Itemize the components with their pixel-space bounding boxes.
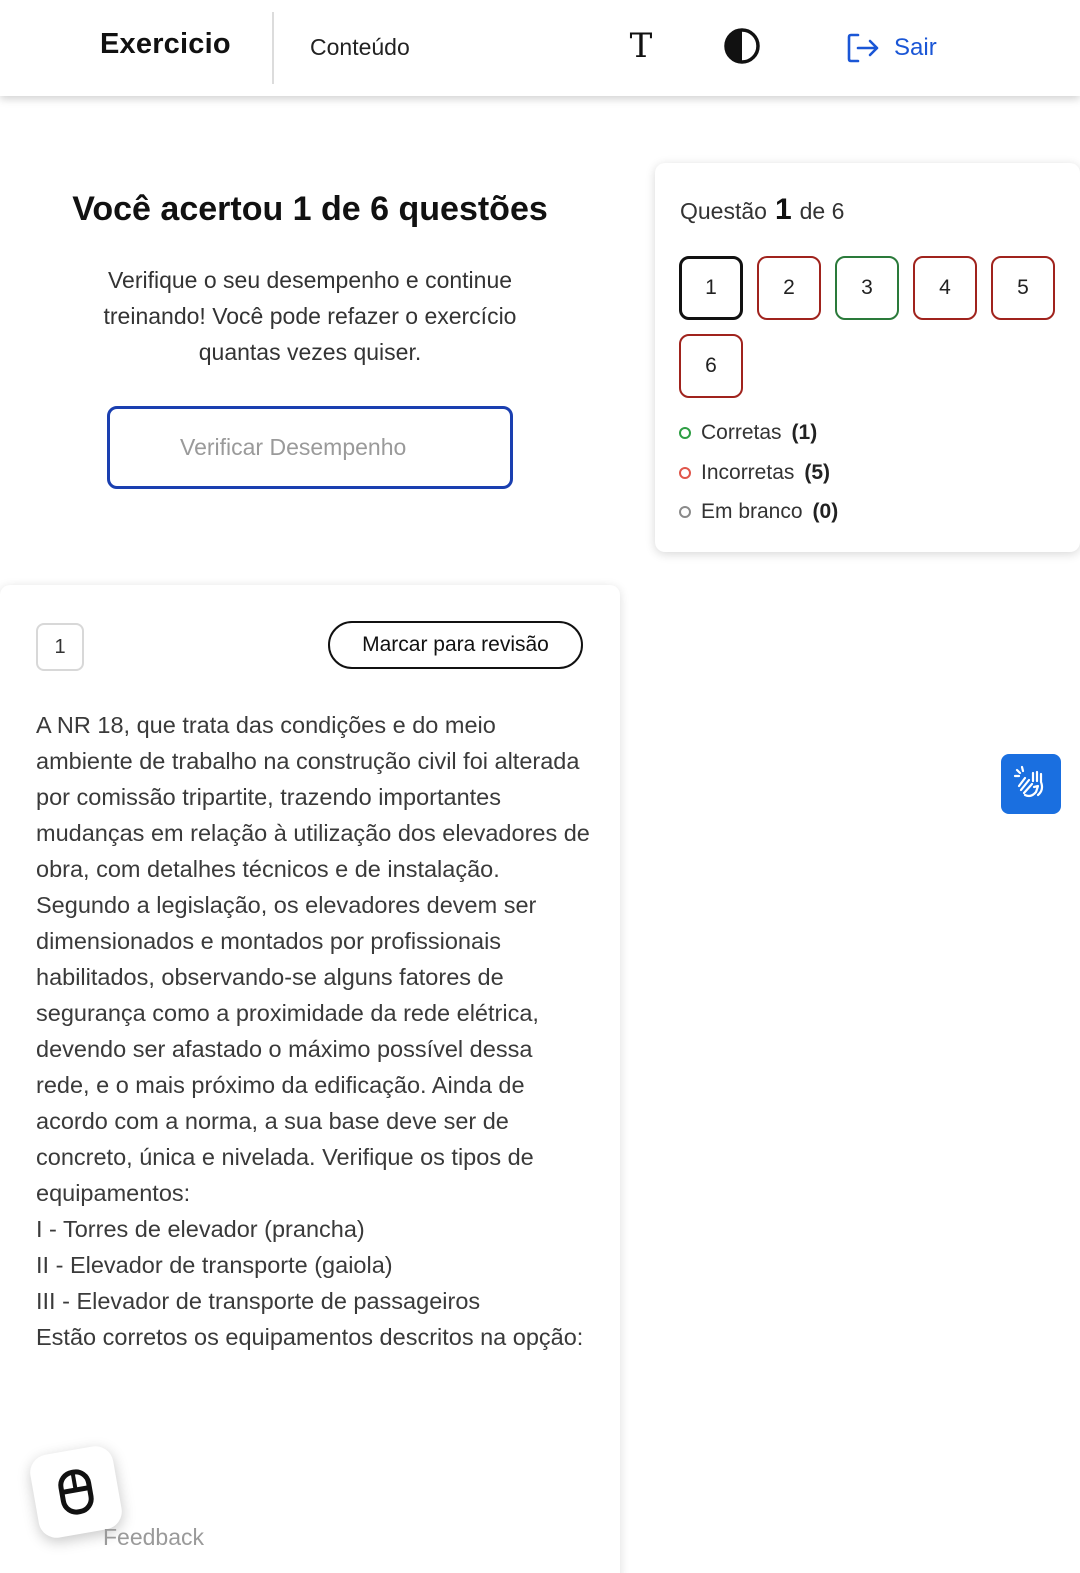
question-number: 1	[36, 623, 84, 671]
correct-dot-icon	[679, 427, 691, 439]
question-box-5[interactable]: 5	[991, 256, 1055, 320]
question-box-3[interactable]: 3	[835, 256, 899, 320]
contrast-icon	[722, 26, 762, 66]
legend-incorrect	[679, 461, 830, 485]
incorrect-dot-icon	[679, 467, 691, 479]
navigator-current: 1	[774, 193, 792, 226]
mouse-icon	[52, 1465, 100, 1519]
legend-correct-count: (1)	[791, 421, 818, 444]
logout-icon	[846, 32, 880, 64]
contrast-button[interactable]	[722, 26, 762, 66]
sign-language-button[interactable]	[1001, 754, 1061, 814]
question-box-1[interactable]: 1	[679, 256, 743, 320]
question-box-6[interactable]: 6	[679, 334, 743, 398]
question-paragraph: A NR 18, que trata das condições e do meio ambiente de trabalho na construção civil foi alterada por comissão tripartite, trazendo importantes mudanças em relação à utilização dos elevadores de obra, com detalhes técnicos e de instalação. Segundo a legislação, os elevadores devem ser dimensionados e montados por profissionais habilitados, observando-se alguns fatores de segurança como a proximidade da rede elétrica, devendo ser afastado o máximo possível dessa rede, e o mais próximo da edificação. Ainda de acordo com a norma, a sua base deve ser de concreto, única e nivelada. Verifique os tipos de equipamentos:	[36, 712, 590, 1206]
question-navigator	[655, 163, 1080, 552]
blank-dot-icon	[679, 506, 691, 518]
feedback-label: Feedback	[103, 1524, 205, 1550]
question-card	[0, 585, 620, 1573]
legend-correct	[679, 421, 817, 445]
result-description: Verifique o seu desempenho e continue treinando! Você pode refazer o exercício quantas vezes quiser.	[103, 267, 517, 365]
result-title: Você acertou 1 de 6 questões	[72, 190, 548, 228]
navigator-suffix: de 6	[799, 198, 845, 224]
app-title: Exercicio	[100, 28, 231, 60]
logout-label: Sair	[894, 34, 937, 61]
mark-for-review-button[interactable]: Marcar para revisão	[328, 621, 583, 669]
legend-correct-label: Corretas	[701, 421, 782, 444]
legend-blank	[679, 500, 838, 524]
legend-blank-count: (0)	[812, 500, 839, 523]
legend-incorrect-label: Incorretas	[701, 461, 795, 484]
nav-link-conteudo[interactable]: Conteúdo	[310, 34, 410, 60]
verify-performance-button[interactable]: Verificar Desempenho	[107, 406, 513, 489]
question-box-4[interactable]: 4	[913, 256, 977, 320]
sign-language-hands-icon	[1011, 764, 1051, 804]
header-divider	[272, 12, 274, 84]
top-header	[0, 0, 1080, 96]
legend-incorrect-count: (5)	[804, 461, 831, 484]
font-size-button[interactable]: T	[622, 24, 660, 68]
logout-button[interactable]	[846, 28, 937, 68]
question-box-2[interactable]: 2	[757, 256, 821, 320]
legend-blank-label: Em branco	[701, 500, 803, 523]
question-closing: Estão corretos os equipamentos descritos na opção:	[36, 1324, 584, 1350]
question-text	[36, 707, 591, 1355]
question-item-3: III - Elevador de transporte de passageiros	[36, 1288, 481, 1314]
navigator-title	[680, 193, 844, 227]
navigator-prefix: Questão	[680, 198, 767, 224]
question-item-2: II - Elevador de transporte (gaiola)	[36, 1252, 393, 1278]
question-item-1: I - Torres de elevador (prancha)	[36, 1216, 365, 1242]
